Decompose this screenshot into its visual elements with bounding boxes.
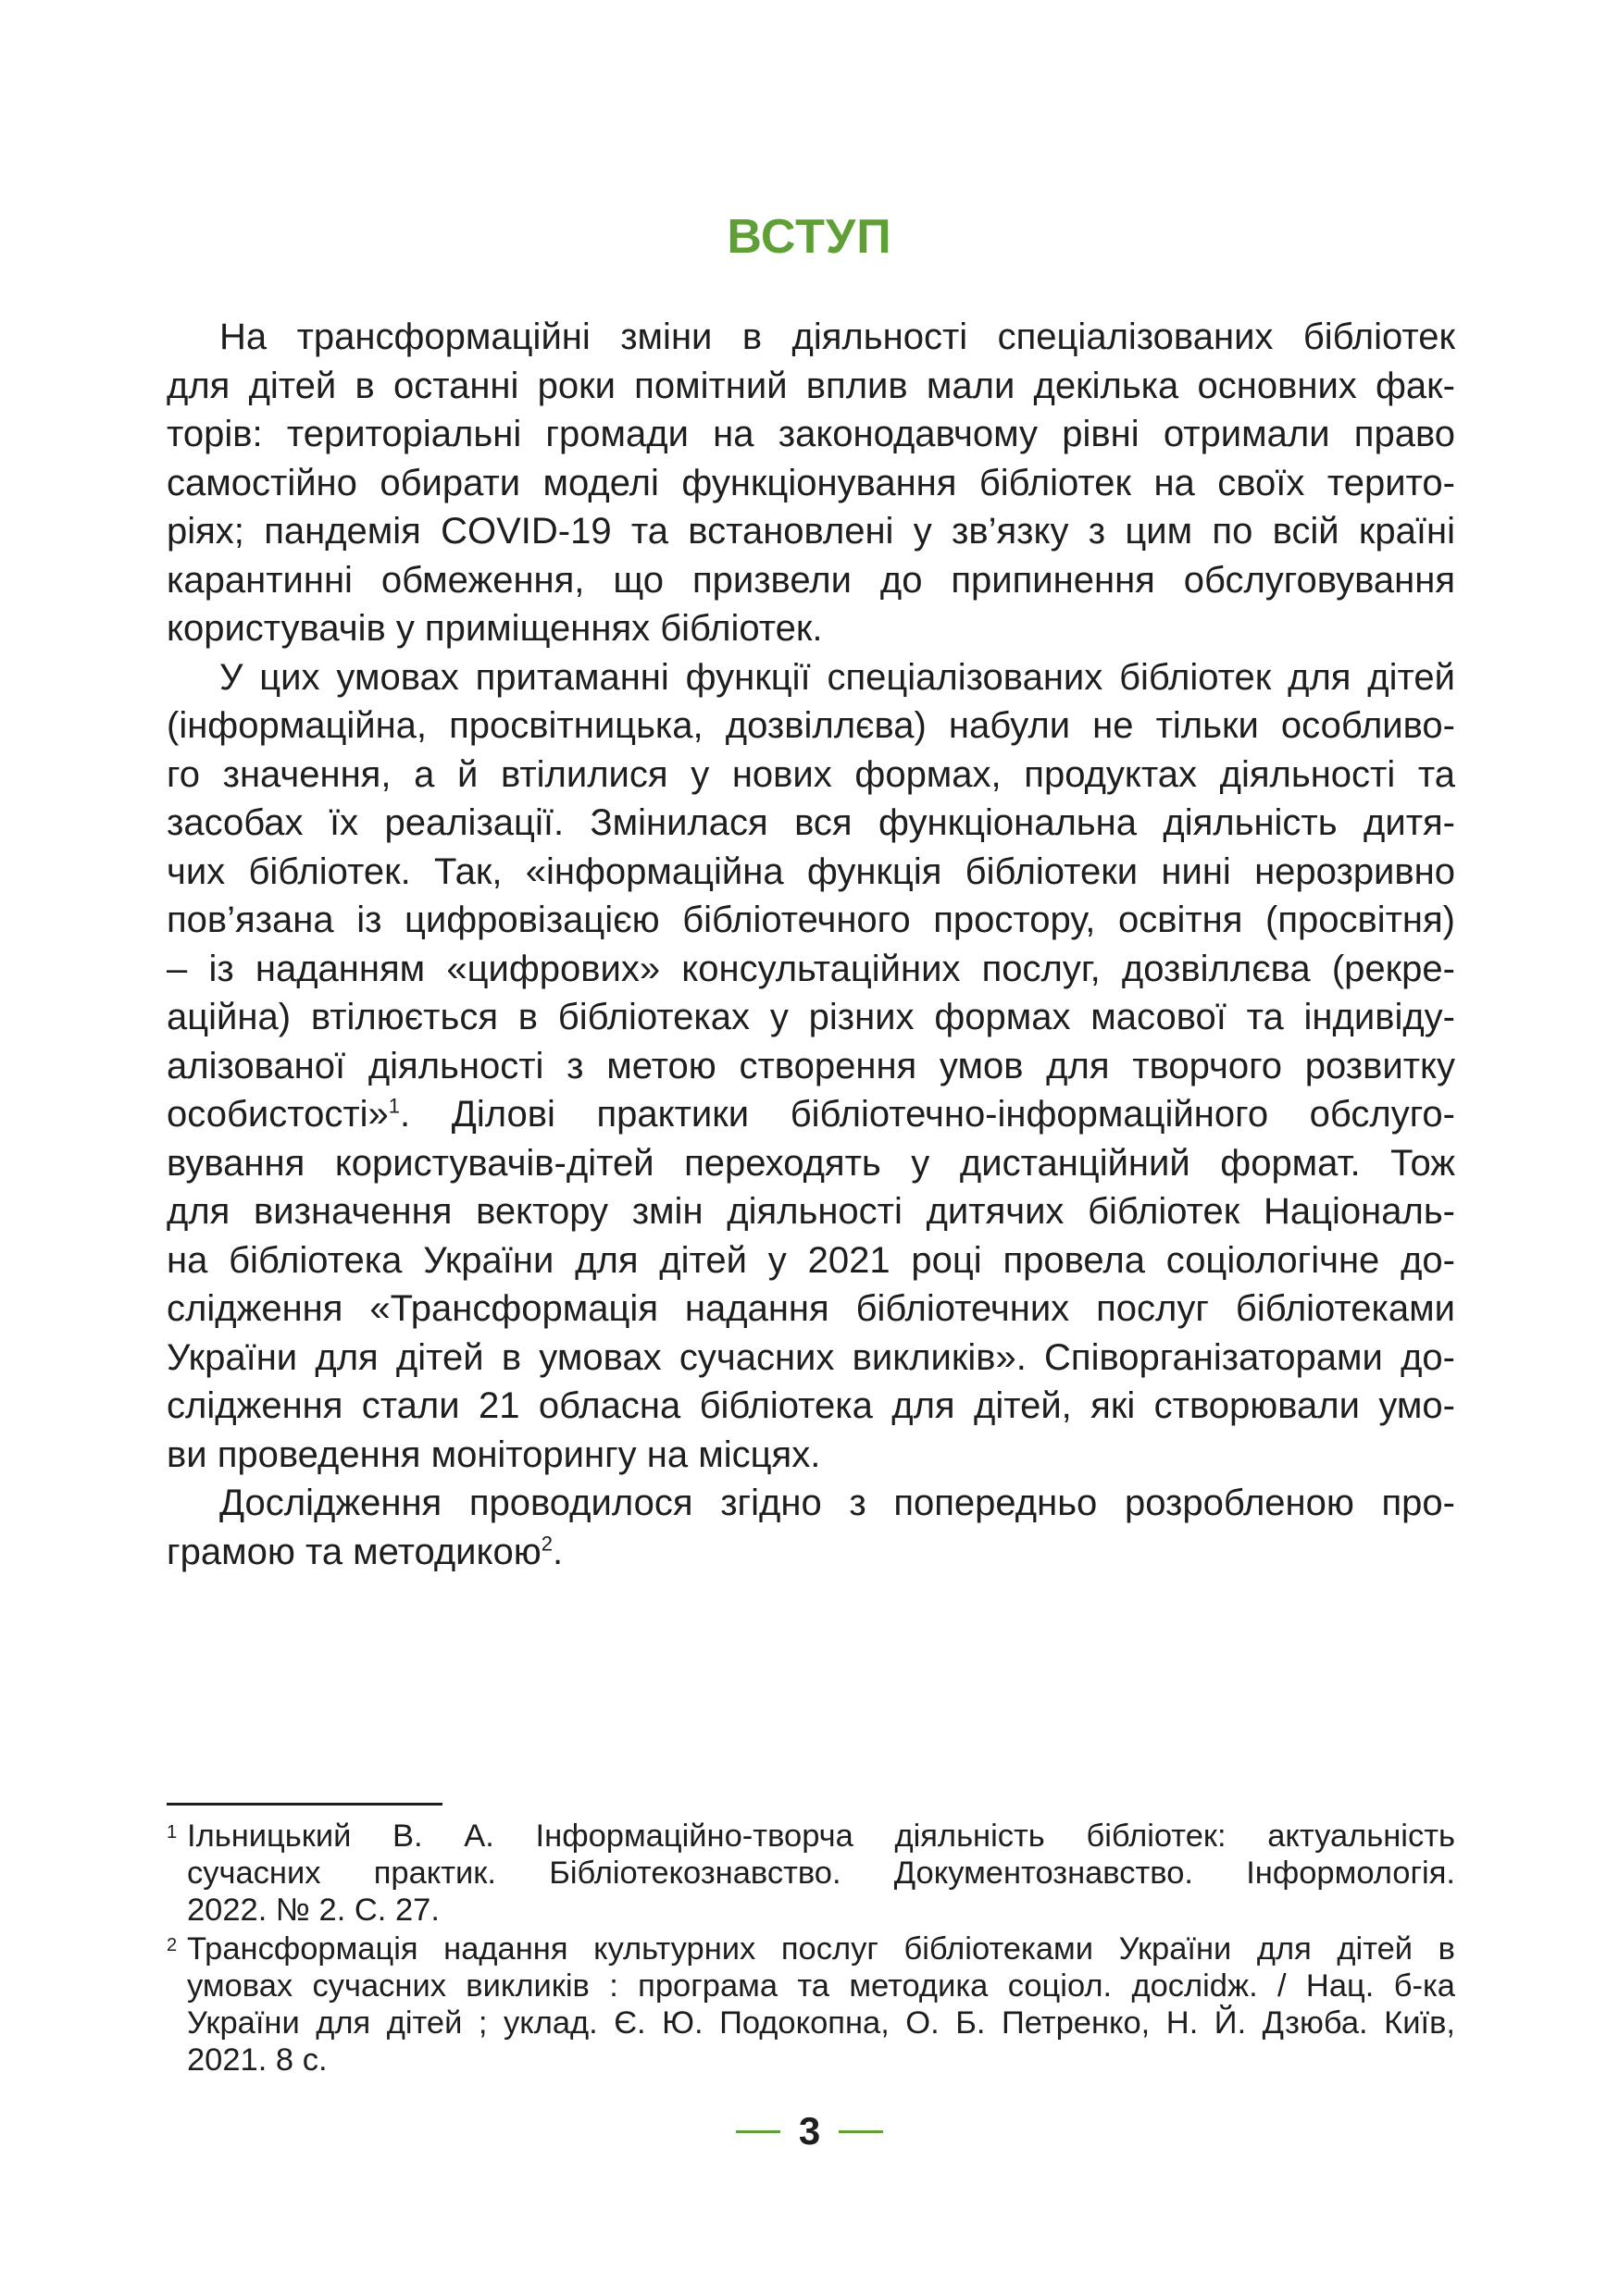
text-line: У цих умовах притаманні функції спеціалізованих бібліотек для дітей	[219, 656, 1455, 698]
body-text	[167, 313, 1455, 1576]
text-line: слідження стали 21 обласна бібліотека для дітей, які створювали умо-	[167, 1385, 1455, 1426]
footnotes	[167, 1818, 1455, 2080]
footnote-ref[interactable]: 1	[388, 1094, 401, 1118]
text-line: для визначення вектору змін діяльності дитячих бібліотек Національ-	[167, 1191, 1455, 1232]
paragraph-1	[167, 313, 1455, 653]
text-line: користувачів у приміщеннях бібліотек.	[167, 608, 823, 649]
page-number-block	[0, 2109, 1619, 2153]
text-line: ви проведення моніторингу на місцях.	[167, 1433, 821, 1475]
text-line: на бібліотека України для дітей у 2021 році провела соціологічне до-	[167, 1239, 1455, 1281]
footnote-line	[167, 1818, 1455, 1855]
text-line: засобах їх реалізації. Змінилася вся функціональна діяльність дитя-	[167, 802, 1455, 843]
text-line	[167, 1528, 1455, 1577]
text-line	[167, 1090, 1455, 1139]
footnote-number: 2	[167, 1935, 178, 1955]
paragraph-2	[167, 653, 1455, 1480]
page-number-dash-right	[839, 2130, 883, 2133]
text-line: чих бібліотек. Так, «інформаційна функція бібліотеки нині нерозривно	[167, 850, 1455, 892]
text-line: пов’язана із цифровізацією бібліотечного простору, освітня (просвітня)	[167, 900, 1455, 940]
text-line: Дослідження проводилося згідно з попередньо розробленою про-	[219, 1483, 1455, 1523]
text-line: На трансформаційні зміни в діяльності спеціалізованих бібліотек	[219, 316, 1455, 357]
text-segment: .	[552, 1531, 564, 1572]
text-line: України для дітей в умовах сучасних викликів». Співорганізаторами до-	[167, 1336, 1455, 1378]
text-line: ріях; пандемія COVID-19 та встановлені у зв’язку з цим по всій країні	[167, 511, 1455, 552]
text-segment: грамою та методикою	[167, 1531, 542, 1572]
text-line: слідження «Трансформація надання бібліотечних послуг бібліотеками	[167, 1288, 1455, 1329]
footnote-line: 2022. № 2. С. 27.	[187, 1893, 440, 1928]
text-line: для дітей в останні роки помітний вплив мали декілька основних фак-	[167, 365, 1455, 406]
text-segment: Ільницький В. А. Інформаційно-творча діяльність бібліотек: актуальність	[187, 1818, 1455, 1854]
text-line: торів: територіальні громади на законодавчому рівні отримали право	[167, 414, 1455, 454]
footnote-line: сучасних практик. Бібліотекознавство. Документознавство. Інформологія.	[187, 1855, 1455, 1891]
footnote-ref[interactable]: 2	[541, 1532, 553, 1556]
footnote-1	[167, 1818, 1455, 1929]
text-line: аційна) втілюється в бібліотеках у різних формах масової та індивіду-	[167, 997, 1455, 1037]
text-line: самостійно обирати моделі функціонування бібліотек на своїх терито-	[167, 462, 1455, 503]
footnote-number: 1	[167, 1822, 178, 1843]
text-line: карантинні обмеження, що призвели до припинення обслуговування	[167, 559, 1455, 601]
text-line: вування користувачів-дітей переходять у дистанційний формат. Тож	[167, 1142, 1455, 1184]
footnote-line	[167, 1930, 1455, 1967]
page-number-dash-left	[736, 2130, 780, 2133]
footnote-2	[167, 1930, 1455, 2079]
footnote-line: умовах сучасних викликів : програма та методика соціол. досліdж. / Нац. б-ка	[187, 1968, 1455, 2004]
text-line: го значення, а й втілилися у нових формах, продуктах діяльності та	[167, 753, 1455, 795]
text-line: (інформаційна, просвітницька, дозвіллєва) набули не тільки особливо-	[167, 705, 1455, 746]
paragraph-3	[167, 1479, 1455, 1576]
text-line: алізованої діяльності з метою створення умов для творчого розвитку	[167, 1045, 1455, 1086]
page-title: ВСТУП	[727, 210, 892, 264]
footnote-line: України для дітей ; уклад. Є. Ю. Подокопна, О. Б. Петренко, Н. Й. Дзюба. Київ,	[187, 2005, 1455, 2041]
page-number: 3	[798, 2109, 821, 2153]
text-line: – із наданням «цифрових» консультаційних послуг, дозвіллєва (рекре-	[167, 948, 1455, 989]
text-segment: Трансформація надання культурних послуг бібліотеками України для дітей в	[187, 1931, 1455, 1967]
footnote-divider	[167, 1803, 442, 1806]
footnote-line: 2021. 8 с.	[187, 2042, 328, 2078]
text-segment: . Ділові практики бібліотечно-інформаційного обслуго-	[400, 1094, 1455, 1135]
text-segment: особистості»	[167, 1094, 389, 1135]
